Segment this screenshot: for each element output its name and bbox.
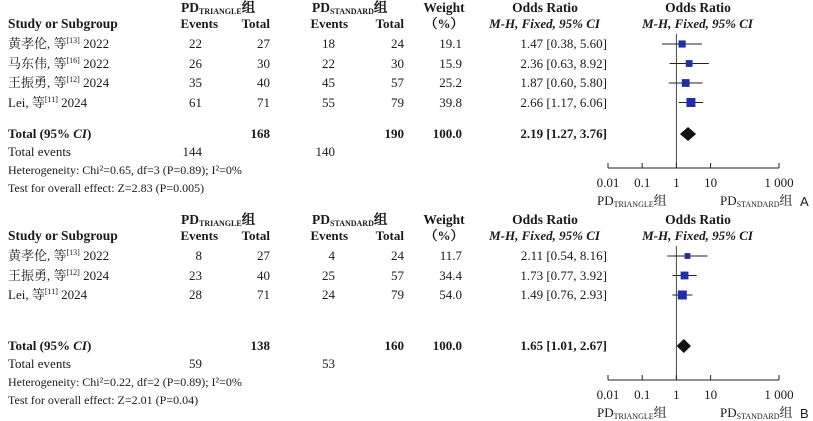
total1-n: 138: [250, 338, 270, 353]
study-name: 马东伟, 等[16] 2022: [8, 55, 110, 71]
events1-header: Events: [180, 16, 218, 31]
total2-value: 79: [391, 287, 404, 302]
events2-header: Events: [310, 228, 348, 243]
study-effect-square: [681, 272, 689, 280]
total-events1: 144: [182, 144, 202, 159]
total2-header: Total: [375, 228, 404, 243]
events1-header: Events: [180, 228, 218, 243]
x-tick-label: 10: [704, 175, 718, 190]
weight-value: 54.0: [439, 287, 462, 302]
events1-value: 26: [189, 55, 202, 71]
forest-plot-area: [0, 0, 813, 205]
overall-effect-note: Test for overall effect: Z=2.01 (P=0.04): [8, 393, 199, 407]
x-tick-label: 10: [704, 387, 718, 402]
total-or-ci: 2.19 [1.27, 3.76]: [520, 126, 607, 141]
events2-value: 45: [322, 75, 335, 90]
total1-value: 71: [257, 287, 270, 302]
total-label: Total (95% CI): [8, 338, 92, 353]
or-ci-value: 1.47 [0.38, 5.60]: [520, 36, 607, 51]
total-events2: 140: [315, 144, 335, 159]
total1-value: 27: [257, 248, 270, 263]
study-effect-square: [685, 253, 691, 259]
events1-value: 22: [189, 36, 202, 51]
or-title-header-plot: Odds Ratio: [665, 0, 731, 15]
or-ci-value: 1.87 [0.60, 5.80]: [520, 75, 607, 90]
total2-header: Total: [375, 16, 404, 31]
events2-value: 25: [322, 267, 335, 283]
total-weight: 100.0: [432, 126, 462, 141]
or-method-header-plot: M-H, Fixed, 95% CI: [642, 16, 753, 31]
weight-value: 19.1: [439, 36, 462, 51]
weight-value: 34.4: [439, 267, 462, 283]
total2-value: 57: [391, 75, 404, 90]
or-ci-value: 1.73 [0.77, 3.92]: [520, 267, 607, 283]
total1-header: Total: [241, 228, 270, 243]
total-events-label: Total events: [8, 356, 71, 371]
study-effect-square: [686, 98, 695, 107]
or-ci-value: 2.36 [0.63, 8.92]: [520, 55, 607, 71]
or-title-header: Odds Ratio: [512, 0, 578, 15]
overall-effect-note: Test for overall effect: Z=2.83 (P=0.005): [8, 181, 205, 195]
heterogeneity-note: Heterogeneity: Chi²=0.22, df=2 (P=0.89); I²=0%: [8, 375, 242, 389]
events2-header: Events: [310, 16, 348, 31]
total2-n: 190: [384, 126, 404, 141]
heterogeneity-note: Heterogeneity: Chi²=0.65, df=3 (P=0.89); I²=0%: [8, 163, 242, 177]
favours-right-label: $PD_{STANDARD}$组: [720, 193, 793, 209]
events1-value: 23: [189, 267, 202, 283]
study-name: Lei, 等[11] 2024: [8, 287, 88, 302]
total-events1: 59: [189, 356, 202, 371]
x-tick-label: 1: [673, 387, 680, 402]
favours-left-label: $PD_{TRIANGLE}$组: [597, 193, 667, 209]
x-tick-label: 1: [673, 175, 680, 190]
or-title-header-plot: Odds Ratio: [665, 212, 731, 227]
study-column-header: Study or Subgroup: [8, 228, 118, 243]
events1-value: 35: [189, 75, 202, 90]
study-name: 王振勇, 等[12] 2024: [8, 267, 110, 283]
panel-label: B: [800, 406, 809, 421]
x-tick-label: 0.1: [634, 387, 651, 402]
weight-value: 39.8: [439, 94, 462, 110]
total2-n: 160: [384, 338, 404, 353]
or-ci-value: 2.11 [0.54, 8.16]: [520, 248, 607, 263]
forest-plot-area: [0, 212, 813, 417]
or-method-header-plot: M-H, Fixed, 95% CI: [642, 228, 753, 243]
or-ci-value: 1.49 [0.76, 2.93]: [520, 287, 607, 302]
total1-header: Total: [241, 16, 270, 31]
panel-label: A: [800, 194, 809, 209]
study-effect-square: [686, 60, 693, 67]
or-ci-value: 2.66 [1.17, 6.06]: [520, 94, 607, 110]
weight-header: Weight: [423, 0, 465, 15]
study-effect-square: [678, 291, 687, 300]
weight-value: 15.9: [439, 55, 462, 71]
weight-value: 11.7: [439, 248, 462, 263]
weight-unit-header: （%）: [424, 16, 464, 31]
total1-value: 40: [257, 267, 270, 283]
total-weight: 100.0: [432, 338, 462, 353]
or-title-header: Odds Ratio: [512, 212, 578, 227]
total2-value: 24: [391, 248, 404, 263]
total-label: Total (95% CI): [8, 126, 92, 141]
events2-value: 18: [322, 36, 335, 51]
group1-header: $PD_{TRIANGLE}$组: [181, 0, 256, 16]
total1-n: 168: [250, 126, 270, 141]
forest-plot-a: [0, 0, 813, 209]
total2-value: 79: [391, 94, 404, 110]
total2-value: 57: [391, 267, 404, 283]
total1-value: 71: [257, 94, 270, 110]
study-column-header: Study or Subgroup: [8, 16, 118, 31]
pooled-effect-diamond: [677, 339, 691, 353]
study-name: 王振勇, 等[12] 2024: [8, 75, 110, 90]
group2-header: $PD_{STANDARD}$组: [312, 212, 388, 228]
or-method-header: M-H, Fixed, 95% CI: [489, 16, 600, 31]
x-tick-label: 0.01: [596, 387, 620, 402]
total-events2: 53: [322, 356, 335, 371]
events1-value: 8: [195, 248, 202, 263]
events2-value: 24: [322, 287, 335, 302]
total1-value: 30: [257, 55, 270, 71]
total-or-ci: 1.65 [1.01, 2.67]: [520, 338, 607, 353]
favours-left-label: $PD_{TRIANGLE}$组: [597, 405, 667, 421]
total2-value: 24: [391, 36, 404, 51]
weight-header: Weight: [423, 212, 465, 227]
forest-plot-b: [0, 212, 813, 421]
favours-right-label: $PD_{STANDARD}$组: [720, 405, 793, 421]
weight-value: 25.2: [439, 75, 462, 90]
x-tick-label: 1 000: [764, 387, 794, 402]
events2-value: 4: [328, 248, 335, 263]
x-tick-label: 1 000: [764, 175, 794, 190]
weight-unit-header: （%）: [424, 228, 464, 243]
x-tick-label: 0.01: [596, 175, 620, 190]
pooled-effect-diamond: [680, 127, 696, 141]
total-events-label: Total events: [8, 144, 71, 159]
study-name: 黄孝伦, 等[13] 2022: [8, 36, 110, 51]
study-effect-square: [679, 40, 686, 47]
events1-value: 61: [189, 94, 202, 110]
total2-value: 30: [391, 55, 404, 71]
group1-header: $PD_{TRIANGLE}$组: [181, 212, 256, 228]
group2-header: $PD_{STANDARD}$组: [312, 0, 388, 16]
events2-value: 22: [322, 55, 335, 71]
study-name: 黄孝伦, 等[13] 2022: [8, 248, 110, 263]
events1-value: 28: [189, 287, 202, 302]
study-name: Lei, 等[11] 2024: [8, 94, 88, 110]
total1-value: 27: [257, 36, 270, 51]
study-effect-square: [682, 79, 690, 87]
events2-value: 55: [322, 94, 335, 110]
x-tick-label: 0.1: [634, 175, 651, 190]
total1-value: 40: [257, 75, 270, 90]
or-method-header: M-H, Fixed, 95% CI: [489, 228, 600, 243]
